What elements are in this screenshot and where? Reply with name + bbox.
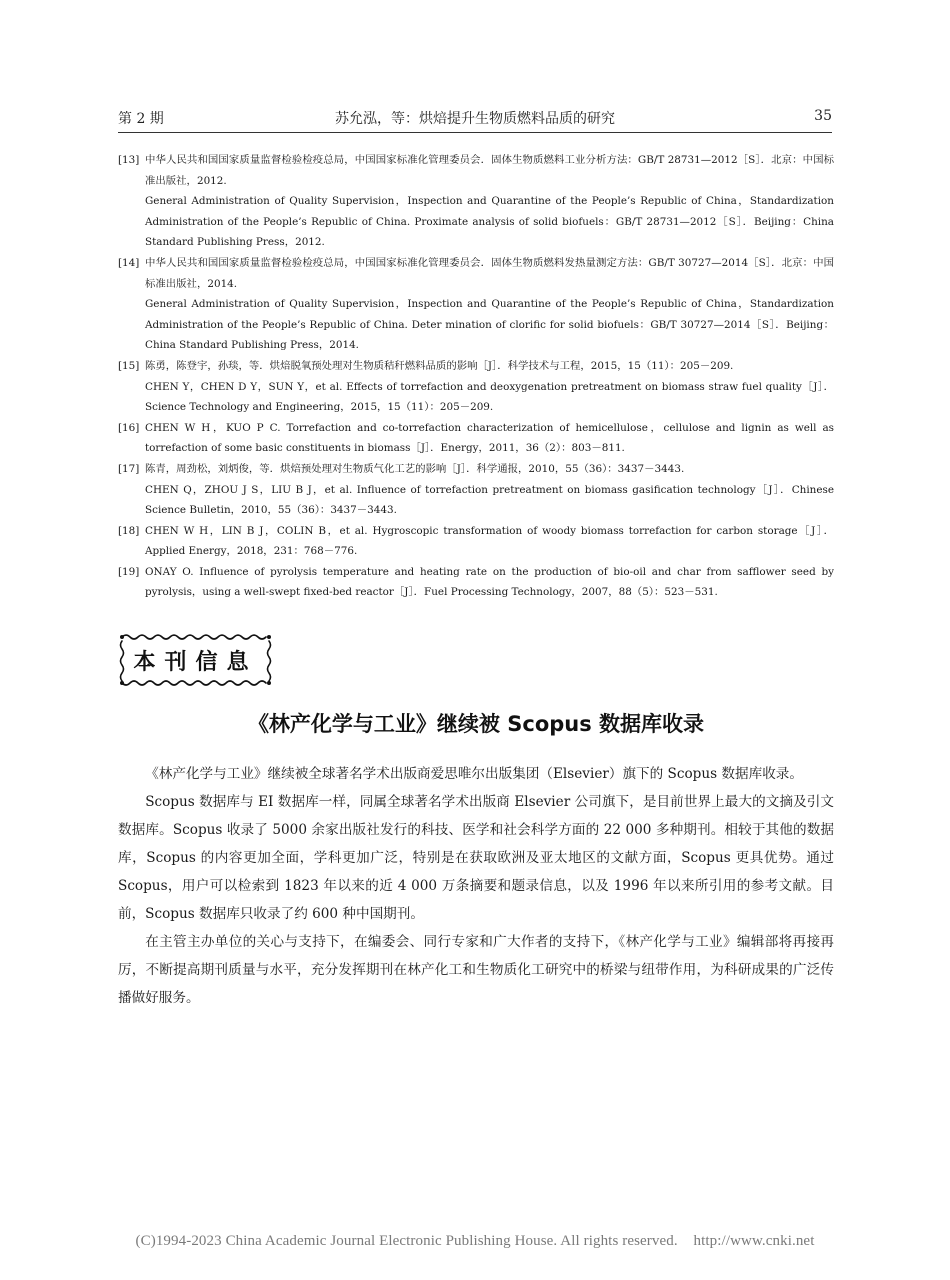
news-paragraph-3: 在主管主办单位的关心与支持下，在编委会、同行专家和广大作者的支持下，《林产化学与工业》编辑部将再接再厉，不断提高期刊质量与水平，充分发挥期刊在林产化工和生物质化工研究中的桥梁与纽带作用，为科研成果的广泛传播做好服务。 xyxy=(118,934,834,1006)
reference-13 xyxy=(118,150,834,253)
copyright-footer xyxy=(0,1233,950,1250)
running-header xyxy=(118,106,832,132)
reference-17 xyxy=(118,459,834,521)
reference-number: [13] xyxy=(118,154,140,166)
reference-18 xyxy=(118,521,834,562)
reference-en: General Administration of Quality Supervision，Inspection and Quarantine of the People’s Republic of China，Standardization Administration of the People’s Republic of China. Proximate analysis of solid biofuels：GB/T 28731—2012［S］．Beijing：China Standard Publishing Press，2012. xyxy=(145,195,834,249)
reference-en: General Administration of Quality Supervision，Inspection and Quarantine of the People’s Republic of China，Standardization Administration of the People’s Republic of China. Deter mination of clorific for solid biofuels：GB/T 30727—2014［S］．Beijing：China Standard Publishing Press，2014. xyxy=(145,298,834,352)
page-number: 35 xyxy=(814,108,832,124)
reference-number: [15] xyxy=(118,359,140,372)
reference-14 xyxy=(118,253,834,356)
reference-number: [18] xyxy=(118,524,140,537)
journal-info-banner xyxy=(118,631,273,689)
reference-cn: 中华人民共和国国家质量监督检验检疫总局，中国国家标准化管理委员会．固体生物质燃料工业分析方法：GB/T 28731—2012［S］．北京：中国标准出版社，2012. xyxy=(145,154,834,187)
reference-15 xyxy=(118,356,834,418)
reference-number: [16] xyxy=(118,421,140,434)
reference-text: CHEN W H，LIN B J，COLIN B，et al. Hygroscopic transformation of woody biomass torrefaction for carbon storage［J］．Applied Energy，2018，231：768－776. xyxy=(145,524,834,558)
running-title: 苏允泓，等：烘焙提升生物质燃料品质的研究 xyxy=(335,111,615,127)
reference-text: ONAY O. Influence of pyrolysis temperature and heating rate on the production of bio-oil and char from safflower seed by pyrolysis，using a well-swept fixed-bed reactor［J］．Fuel Processing Technology，2007，88（5）：523－531. xyxy=(145,565,834,599)
news-paragraph-2: Scopus 数据库与 EI 数据库一样，同属全球著名学术出版商 Elsevier 公司旗下，是目前世界上最大的文摘及引文数据库。Scopus 收录了 5000 余家出版社发行的科技、医学和社会科学方面的 22 000 多种期刊。相较于其他的数据库，Scopus 的内容更加全面，学科更加广泛，特别是在获取欧洲及亚太地区的文献方面，Scopus 更具优势。通过 Scopus，用户可以检索到 1823 年以来的近 4 000 万条摘要和题录信息，以及 1996 年以来所引用的参考文献。目前，Scopus 数据库只收录了约 600 种中国期刊。 xyxy=(118,794,834,922)
news-paragraph-1: 《林产化学与工业》继续被全球著名学术出版商爱思唯尔出版集团（Elsevier）旗下的 Scopus 数据库收录。 xyxy=(145,766,803,782)
reference-en: CHEN Y，CHEN D Y，SUN Y，et al. Effects of torrefaction and deoxygenation pretreatment on biomass straw fuel quality［J］．Science Technology and Engineering，2015，15（11）：205－209. xyxy=(145,380,834,414)
reference-16 xyxy=(118,418,834,459)
news-title: 《林产化学与工业》继续被 Scopus 数据库收录 xyxy=(247,712,705,736)
reference-cn: 陈青，周劲松，刘炳俊，等．烘焙预处理对生物质气化工艺的影响［J］．科学通报，2010，55（36）：3437－3443. xyxy=(145,462,685,475)
header-rule xyxy=(118,132,832,133)
news-body xyxy=(118,760,834,1012)
reference-cn: 中华人民共和国国家质量监督检验检疫总局，中国国家标准化管理委员会．固体生物质燃料发热量测定方法：GB/T 30727—2014［S］．北京：中国标准出版社，2014. xyxy=(145,256,834,290)
copyright-text: (C)1994-2023 China Academic Journal Electronic Publishing House. All rights reserved. xyxy=(135,1233,678,1249)
issue-label: 第 2 期 xyxy=(118,111,164,127)
reference-text: CHEN W H，KUO P C. Torrefaction and co-torrefaction characterization of hemicellulose，cellulose and lignin as well as torrefaction of some basic constituents in biomass［J］．Energy，2011，36（2）：803－811. xyxy=(145,421,834,455)
reference-en: CHEN Q，ZHOU J S，LIU B J，et al. Influence of torrefaction pretreatment on biomass gasification technology［J］．Chinese Science Bulletin，2010，55（36）：3437－3443. xyxy=(145,483,834,517)
reference-number: [14] xyxy=(118,256,140,269)
reference-number: [17] xyxy=(118,462,140,475)
reference-19 xyxy=(118,562,834,603)
reference-number: [19] xyxy=(118,565,140,578)
banner-label: 本刊信息 xyxy=(133,650,258,675)
reference-list xyxy=(118,150,834,603)
cnki-link[interactable]: http://www.cnki.net xyxy=(693,1233,815,1249)
reference-cn: 陈勇，陈登宇，孙琰，等．烘焙脱氧预处理对生物质秸秆燃料品质的影响［J］．科学技术与工程，2015，15（11）：205－209. xyxy=(145,359,734,372)
